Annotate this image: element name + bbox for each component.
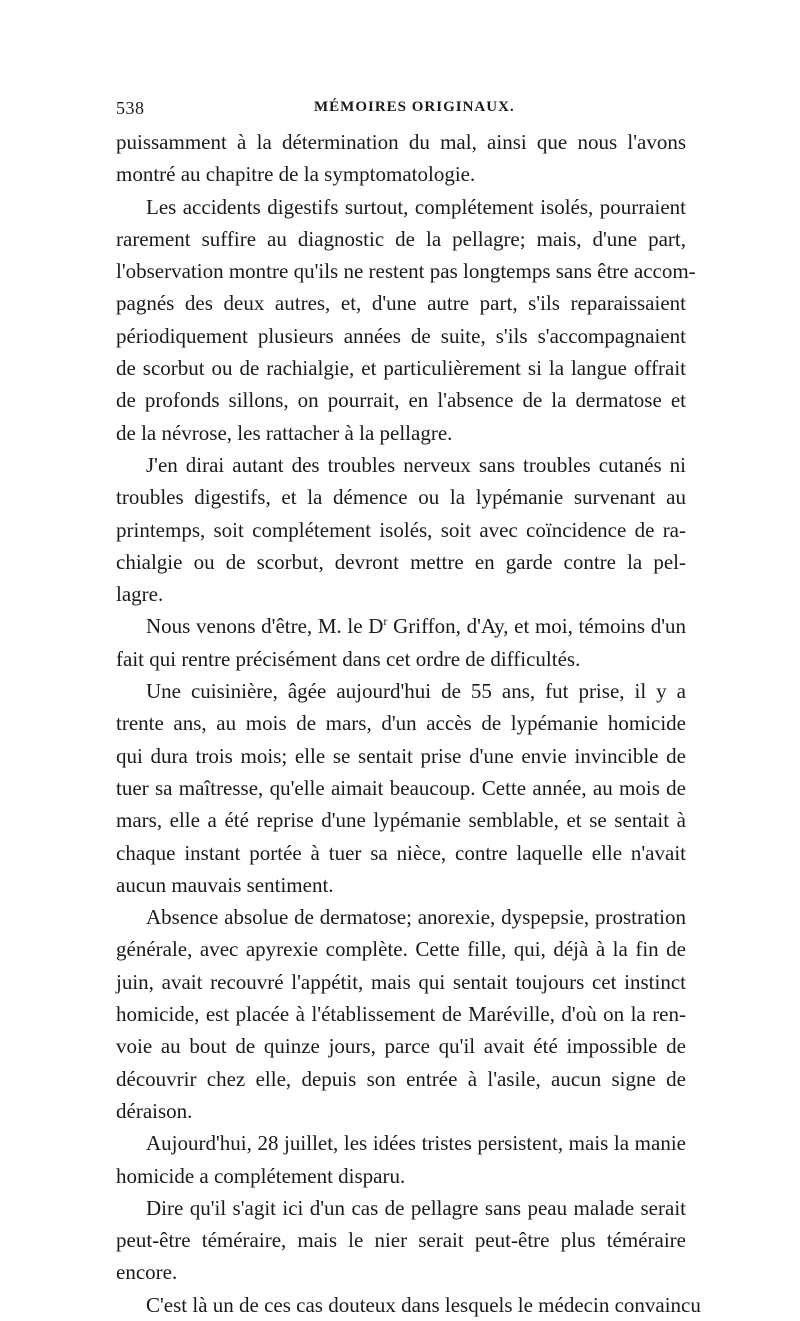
text-line: encore.: [116, 1260, 178, 1285]
text-line: puissamment à la détermination du mal, ainsi que nous l'avons: [116, 130, 686, 154]
text-line: printemps, soit complétement isolés, soit avec coïncidence de ra-: [116, 517, 686, 542]
text-line: juin, avait recouvré l'appétit, mais qui sentait toujours cet instinct: [116, 969, 686, 994]
text-line: Absence absolue de dermatose; anorexie, dyspepsie, prostration: [146, 905, 686, 930]
text-line: J'en dirai autant des troubles nerveux sans troubles cutanés ni: [146, 452, 686, 477]
text-line: troubles digestifs, et la démence ou la lypémanie survenant au: [116, 485, 686, 510]
text-line: homicide a complétement disparu.: [116, 1163, 406, 1188]
text-line: voie au bout de quinze jours, parce qu'il avait été impossible de: [116, 1034, 686, 1059]
text-line: lagre.: [116, 582, 164, 607]
running-head: MÉMOIRES ORIGINAUX.: [314, 99, 515, 115]
text-line: pagnés des deux autres, et, d'une autre part, s'ils reparaissaient: [116, 291, 686, 316]
text-line: de profonds sillons, on pourrait, en l'absence de la dermatose et: [116, 388, 686, 413]
text-line: peut-être téméraire, mais le nier serait peut-être plus téméraire: [116, 1228, 686, 1253]
text-line: qui dura trois mois; elle se sentait prise d'une envie invincible de: [116, 743, 686, 768]
text-line: l'observation montre qu'ils ne restent pas longtemps sans être accom-: [116, 259, 696, 284]
text-line: Dire qu'il s'agit ici d'un cas de pellagre sans peau malade serait: [146, 1195, 686, 1220]
text-line: Les accidents digestifs surtout, complétement isolés, pourraient: [146, 194, 686, 219]
text-line: périodiquement plusieurs années de suite, s'ils s'accompagnaient: [116, 323, 686, 348]
text-line: C'est là un de ces cas douteux dans lesquels le médecin convaincu: [146, 1292, 701, 1317]
text-line: montré au chapitre de la symptomatologie.: [116, 162, 476, 187]
text-line: découvrir chez elle, depuis son entrée à l'asile, aucun signe de: [116, 1066, 686, 1091]
text-line: mars, elle a été reprise d'une lypémanie semblable, et se sentait à: [116, 808, 686, 833]
text-line: chialgie ou de scorbut, devront mettre en garde contre la pel-: [116, 549, 686, 574]
page-number: 538: [116, 98, 145, 118]
text-line: trente ans, au mois de mars, d'un accès de lypémanie homicide: [116, 711, 686, 736]
page-header: [116, 98, 686, 122]
text-line: aucun mauvais sentiment.: [116, 872, 334, 897]
text-line: générale, avec apyrexie complète. Cette fille, qui, déjà à la fin de: [116, 937, 686, 962]
text-line: de la névrose, les rattacher à la pellagre.: [116, 420, 453, 445]
text-line: rarement suffire au diagnostic de la pellagre; mais, d'une part,: [116, 226, 686, 251]
text-line: homicide, est placée à l'établissement de Maréville, d'où on la ren-: [116, 1002, 686, 1027]
text-line: fait qui rentre précisément dans cet ordre de difficultés.: [116, 646, 581, 671]
text-line: de scorbut ou de rachialgie, et particulièrement si la langue offrait: [116, 356, 686, 381]
text-line: tuer sa maîtresse, qu'elle aimait beaucoup. Cette année, au mois de: [116, 775, 686, 800]
text-line: déraison.: [116, 1098, 193, 1123]
text-line: Aujourd'hui, 28 juillet, les idées tristes persistent, mais la manie: [146, 1131, 686, 1156]
text-line: chaque instant portée à tuer sa nièce, contre laquelle elle n'avait: [116, 840, 686, 865]
text-line: Une cuisinière, âgée aujourd'hui de 55 ans, fut prise, il y a: [146, 679, 686, 704]
text-line: Nous venons d'être, M. le $D^r$ Griffon, d'Ay, et moi, témoins d'un: [146, 614, 686, 639]
body-text: [116, 126, 701, 1321]
